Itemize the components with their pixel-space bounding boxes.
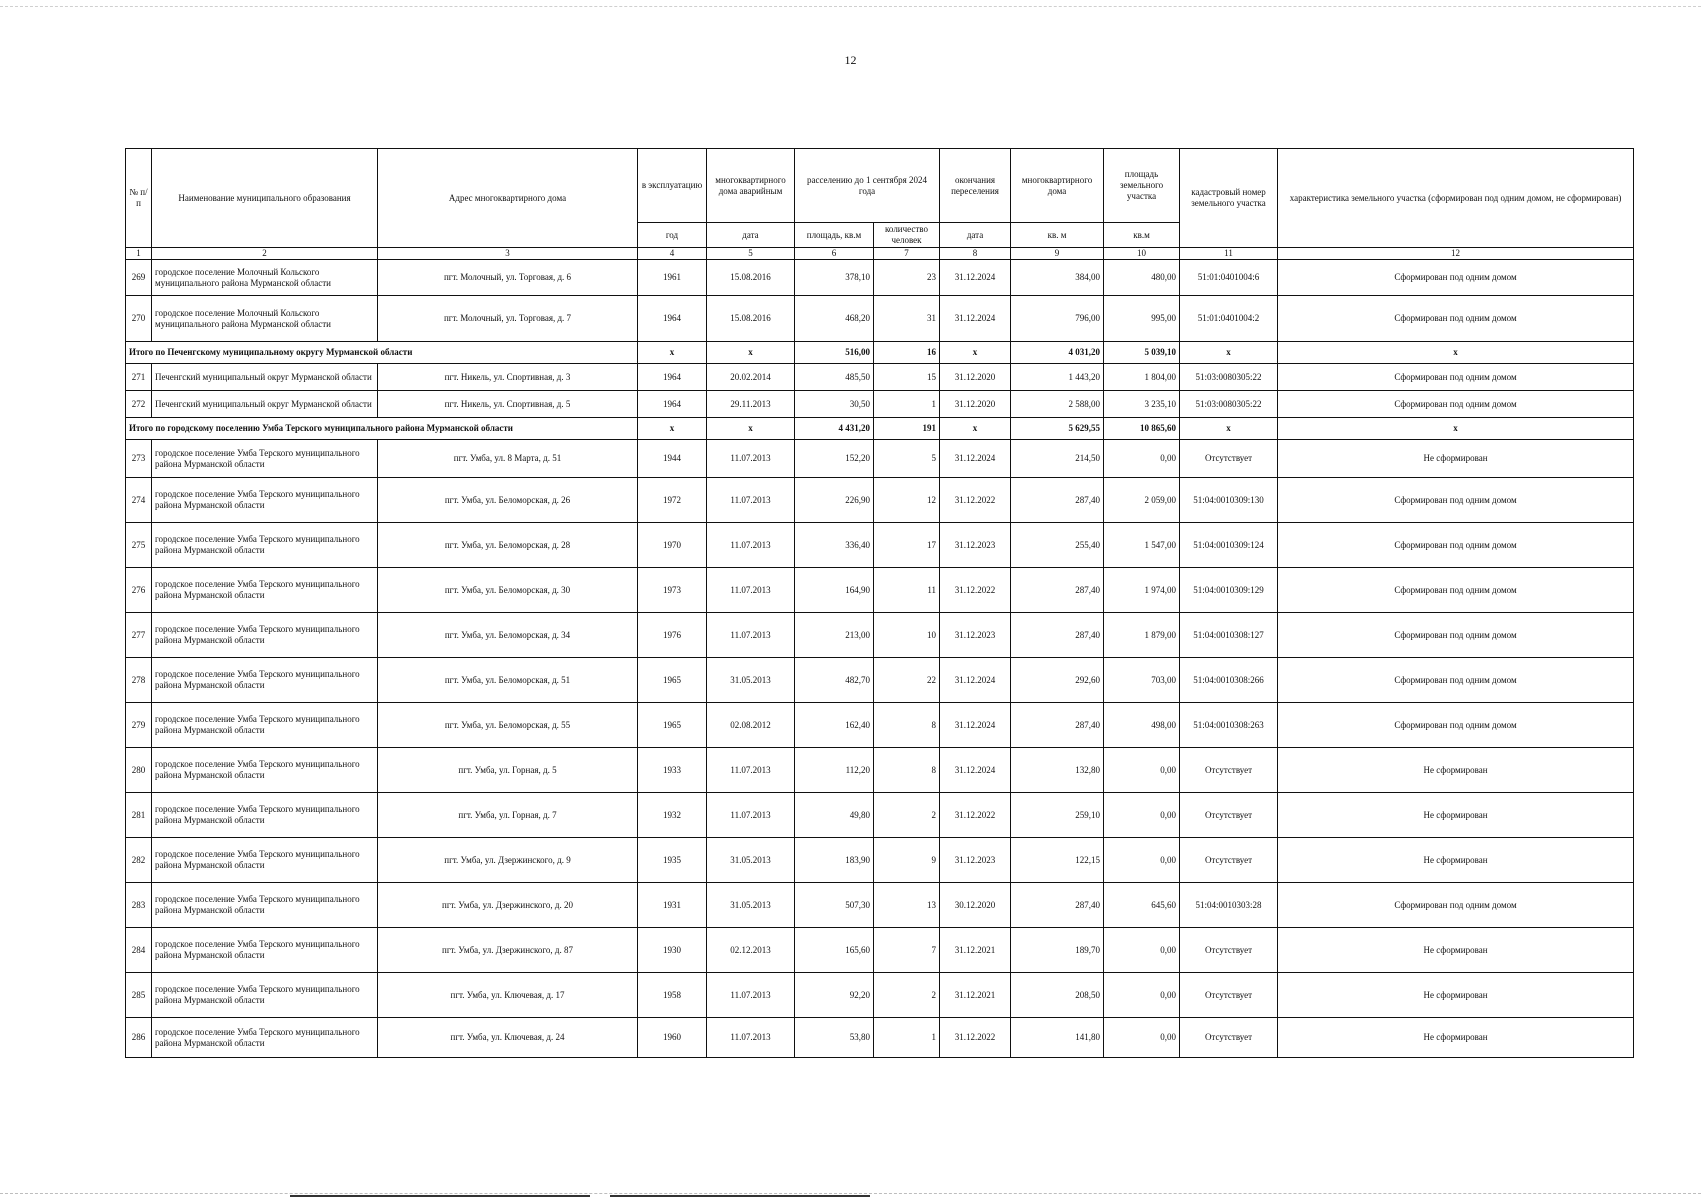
area-cell: 30,50: [795, 391, 874, 418]
table-row: [126, 568, 1634, 613]
land-characteristic-cell: Сформирован под одним домом: [1278, 364, 1634, 391]
land-area-cell: 498,00: [1104, 703, 1180, 748]
row-number: 285: [126, 973, 152, 1018]
header-unit-area: площадь, кв.м: [795, 223, 874, 248]
table-row: [126, 703, 1634, 748]
area-cell: 485,50: [795, 364, 874, 391]
municipality-cell: городское поселение Умба Терского муниципального района Мурманской области: [152, 703, 378, 748]
column-number: 2: [152, 248, 378, 260]
year-cell: 1932: [638, 793, 707, 838]
table-row: [126, 523, 1634, 568]
year-cell: 1972: [638, 478, 707, 523]
row-number: 281: [126, 793, 152, 838]
land-characteristic-cell: Сформирован под одним домом: [1278, 296, 1634, 342]
year-cell: 1961: [638, 260, 707, 296]
emergency-date-cell: 11.07.2013: [707, 748, 795, 793]
area-cell: 49,80: [795, 793, 874, 838]
cadastral-number-cell: 51:03:0080305:22: [1180, 364, 1278, 391]
resettlement-end-cell: 31.12.2021: [940, 928, 1011, 973]
table-row: [126, 613, 1634, 658]
people-cell: 1: [874, 1018, 940, 1058]
year-cell: 1944: [638, 440, 707, 478]
table-row: [126, 973, 1634, 1018]
total-area-cell: 122,15: [1011, 838, 1104, 883]
column-number: 5: [707, 248, 795, 260]
header-col-3: Адрес многоквартирного дома: [378, 149, 638, 248]
land-area-cell: 703,00: [1104, 658, 1180, 703]
land-characteristic-cell: Сформирован под одним домом: [1278, 613, 1634, 658]
row-number: 273: [126, 440, 152, 478]
scan-artifact-bar: [290, 1195, 590, 1197]
municipality-cell: городское поселение Умба Терского муниципального района Мурманской области: [152, 928, 378, 973]
people-cell: 2: [874, 793, 940, 838]
page-number: 12: [844, 53, 857, 67]
cadastral-number-cell: 51:01:0401004:6: [1180, 260, 1278, 296]
year-cell: 1931: [638, 883, 707, 928]
land-characteristic-cell: Не сформирован: [1278, 838, 1634, 883]
row-number: 279: [126, 703, 152, 748]
land-area-cell: 645,60: [1104, 883, 1180, 928]
people-cell: 23: [874, 260, 940, 296]
header-col-12: характеристика земельного участка (сформирован под одним домом, не сформирован): [1278, 149, 1634, 248]
row-number: 274: [126, 478, 152, 523]
header-col-10: площадь земельного участка: [1104, 149, 1180, 223]
land-characteristic-cell: Не сформирован: [1278, 440, 1634, 478]
land-area-cell: 0,00: [1104, 748, 1180, 793]
address-cell: пгт. Молочный, ул. Торговая, д. 7: [378, 296, 638, 342]
municipality-cell: городское поселение Молочный Кольского муниципального района Мурманской области: [152, 260, 378, 296]
resettlement-end-cell: 31.12.2023: [940, 613, 1011, 658]
cadastral-number-cell: 51:04:0010308:266: [1180, 658, 1278, 703]
emergency-date-cell: 11.07.2013: [707, 1018, 795, 1058]
emergency-date-cell: 11.07.2013: [707, 613, 795, 658]
total-area-cell: 287,40: [1011, 478, 1104, 523]
cadastral-number-cell: 51:03:0080305:22: [1180, 391, 1278, 418]
municipality-cell: городское поселение Умба Терского муниципального района Мурманской области: [152, 568, 378, 613]
cadastral-number-cell: 51:04:0010309:130: [1180, 478, 1278, 523]
area-cell: 226,90: [795, 478, 874, 523]
table-row: [126, 883, 1634, 928]
resettlement-end-cell: 31.12.2021: [940, 973, 1011, 1018]
emergency-date-cell: 11.07.2013: [707, 793, 795, 838]
people-cell: 1: [874, 391, 940, 418]
total-cadastral-cell: x: [1180, 418, 1278, 440]
row-number: 277: [126, 613, 152, 658]
emergency-date-cell: 02.08.2012: [707, 703, 795, 748]
land-area-cell: 0,00: [1104, 440, 1180, 478]
column-number: 12: [1278, 248, 1634, 260]
total-area-cell: 2 588,00: [1011, 391, 1104, 418]
land-area-cell: 995,00: [1104, 296, 1180, 342]
address-cell: пгт. Умба, ул. Беломорская, д. 26: [378, 478, 638, 523]
municipality-cell: городское поселение Умба Терского муниципального района Мурманской области: [152, 793, 378, 838]
area-cell: 53,80: [795, 1018, 874, 1058]
land-characteristic-cell: Сформирован под одним домом: [1278, 391, 1634, 418]
resettlement-end-cell: 31.12.2024: [940, 440, 1011, 478]
total-cadastral-cell: x: [1180, 342, 1278, 364]
table-row: [126, 793, 1634, 838]
resettlement-end-cell: 31.12.2024: [940, 703, 1011, 748]
total-area-cell: 141,80: [1011, 1018, 1104, 1058]
land-characteristic-cell: Сформирован под одним домом: [1278, 703, 1634, 748]
land-area-cell: 0,00: [1104, 973, 1180, 1018]
header-col-4: в эксплуатацию: [638, 149, 707, 223]
total-area-cell: 208,50: [1011, 973, 1104, 1018]
address-cell: пгт. Умба, ул. Дзержинского, д. 20: [378, 883, 638, 928]
total-land-area-cell: 10 865,60: [1104, 418, 1180, 440]
header-unit-land-sqm: кв.м: [1104, 223, 1180, 248]
people-cell: 11: [874, 568, 940, 613]
table-row: [126, 928, 1634, 973]
land-area-cell: 0,00: [1104, 1018, 1180, 1058]
people-cell: 15: [874, 364, 940, 391]
address-cell: пгт. Умба, ул. Горная, д. 5: [378, 748, 638, 793]
year-cell: 1935: [638, 838, 707, 883]
year-cell: 1958: [638, 973, 707, 1018]
municipality-cell: городское поселение Умба Терского муниципального района Мурманской области: [152, 1018, 378, 1058]
address-cell: пгт. Молочный, ул. Торговая, д. 6: [378, 260, 638, 296]
table-row: [126, 478, 1634, 523]
land-characteristic-cell: Сформирован под одним домом: [1278, 478, 1634, 523]
year-cell: 1976: [638, 613, 707, 658]
row-number: 286: [126, 1018, 152, 1058]
area-cell: 482,70: [795, 658, 874, 703]
total-year-cell: x: [638, 342, 707, 364]
area-cell: 336,40: [795, 523, 874, 568]
header-col-6-7: расселению до 1 сентября 2024 года: [795, 149, 940, 223]
address-cell: пгт. Умба, ул. Ключевая, д. 24: [378, 1018, 638, 1058]
total-area-cell: 796,00: [1011, 296, 1104, 342]
column-number: 8: [940, 248, 1011, 260]
people-cell: 2: [874, 973, 940, 1018]
subtotal-row: [126, 418, 1634, 440]
land-area-cell: 480,00: [1104, 260, 1180, 296]
housing-table-container: [125, 148, 1622, 1058]
header-col-9: многоквартирного дома: [1011, 149, 1104, 223]
row-number: 271: [126, 364, 152, 391]
emergency-date-cell: 31.05.2013: [707, 838, 795, 883]
year-cell: 1965: [638, 703, 707, 748]
address-cell: пгт. Никель, ул. Спортивная, д. 5: [378, 391, 638, 418]
header-col-8: окончания переселения: [940, 149, 1011, 223]
resettlement-end-cell: 31.12.2022: [940, 793, 1011, 838]
resettlement-end-cell: 31.12.2023: [940, 523, 1011, 568]
municipality-cell: городское поселение Умба Терского муниципального района Мурманской области: [152, 440, 378, 478]
row-number: 276: [126, 568, 152, 613]
year-cell: 1930: [638, 928, 707, 973]
area-cell: 165,60: [795, 928, 874, 973]
address-cell: пгт. Умба, ул. Беломорская, д. 28: [378, 523, 638, 568]
scan-edge-bottom: [0, 1193, 1701, 1194]
column-number-row: [126, 248, 1634, 260]
land-area-cell: 0,00: [1104, 793, 1180, 838]
municipality-cell: городское поселение Умба Терского муниципального района Мурманской области: [152, 838, 378, 883]
resettlement-end-cell: 31.12.2022: [940, 478, 1011, 523]
municipality-cell: городское поселение Молочный Кольского муниципального района Мурманской области: [152, 296, 378, 342]
total-area-cell: 214,50: [1011, 440, 1104, 478]
row-number: 284: [126, 928, 152, 973]
municipality-cell: городское поселение Умба Терского муниципального района Мурманской области: [152, 523, 378, 568]
year-cell: 1933: [638, 748, 707, 793]
land-area-cell: 0,00: [1104, 928, 1180, 973]
emergency-date-cell: 31.05.2013: [707, 883, 795, 928]
row-number: 270: [126, 296, 152, 342]
land-characteristic-cell: Сформирован под одним домом: [1278, 260, 1634, 296]
total-house-area-cell: 4 031,20: [1011, 342, 1104, 364]
column-number: 10: [1104, 248, 1180, 260]
emergency-date-cell: 15.08.2016: [707, 260, 795, 296]
total-area-sum-cell: 516,00: [795, 342, 874, 364]
municipality-cell: городское поселение Умба Терского муниципального района Мурманской области: [152, 883, 378, 928]
total-house-area-cell: 5 629,55: [1011, 418, 1104, 440]
land-area-cell: 1 547,00: [1104, 523, 1180, 568]
resettlement-end-cell: 31.12.2024: [940, 296, 1011, 342]
cadastral-number-cell: 51:04:0010308:263: [1180, 703, 1278, 748]
header-unit-sqm: кв. м: [1011, 223, 1104, 248]
total-end-cell: x: [940, 418, 1011, 440]
land-characteristic-cell: Не сформирован: [1278, 973, 1634, 1018]
header-col-11: кадастровый номер земельного участка: [1180, 149, 1278, 248]
column-number: 6: [795, 248, 874, 260]
people-cell: 8: [874, 703, 940, 748]
land-area-cell: 1 974,00: [1104, 568, 1180, 613]
cadastral-number-cell: Отсутствует: [1180, 928, 1278, 973]
land-area-cell: 1 804,00: [1104, 364, 1180, 391]
people-cell: 22: [874, 658, 940, 703]
total-date-cell: x: [707, 418, 795, 440]
year-cell: 1960: [638, 1018, 707, 1058]
people-cell: 8: [874, 748, 940, 793]
subtotal-row: [126, 342, 1634, 364]
people-cell: 5: [874, 440, 940, 478]
total-area-cell: 132,80: [1011, 748, 1104, 793]
subtotal-label: Итого по городскому поселению Умба Терского муниципального района Мурманской области: [126, 418, 638, 440]
header-col-1: № п/п: [126, 149, 152, 248]
resettlement-end-cell: 31.12.2020: [940, 391, 1011, 418]
table-row: [126, 440, 1634, 478]
cadastral-number-cell: Отсутствует: [1180, 973, 1278, 1018]
land-area-cell: 1 879,00: [1104, 613, 1180, 658]
total-land-area-cell: 5 039,10: [1104, 342, 1180, 364]
municipality-cell: Печенгский муниципальный округ Мурманской области: [152, 391, 378, 418]
address-cell: пгт. Никель, ул. Спортивная, д. 3: [378, 364, 638, 391]
municipality-cell: городское поселение Умба Терского муниципального района Мурманской области: [152, 748, 378, 793]
land-area-cell: 2 059,00: [1104, 478, 1180, 523]
total-characteristic-cell: x: [1278, 342, 1634, 364]
land-characteristic-cell: Не сформирован: [1278, 748, 1634, 793]
address-cell: пгт. Умба, ул. 8 Марта, д. 51: [378, 440, 638, 478]
table-row: [126, 748, 1634, 793]
row-number: 282: [126, 838, 152, 883]
header-unit-people: количество человек: [874, 223, 940, 248]
resettlement-end-cell: 31.12.2024: [940, 260, 1011, 296]
table-row: [126, 260, 1634, 296]
municipality-cell: Печенгский муниципальный округ Мурманской области: [152, 364, 378, 391]
area-cell: 112,20: [795, 748, 874, 793]
resettlement-end-cell: 30.12.2020: [940, 883, 1011, 928]
address-cell: пгт. Умба, ул. Горная, д. 7: [378, 793, 638, 838]
area-cell: 152,20: [795, 440, 874, 478]
cadastral-number-cell: 51:04:0010309:124: [1180, 523, 1278, 568]
total-area-cell: 1 443,20: [1011, 364, 1104, 391]
table-row: [126, 296, 1634, 342]
land-area-cell: 0,00: [1104, 838, 1180, 883]
emergency-date-cell: 15.08.2016: [707, 296, 795, 342]
address-cell: пгт. Умба, ул. Дзержинского, д. 9: [378, 838, 638, 883]
area-cell: 92,20: [795, 973, 874, 1018]
emergency-date-cell: 11.07.2013: [707, 478, 795, 523]
address-cell: пгт. Умба, ул. Беломорская, д. 51: [378, 658, 638, 703]
people-cell: 12: [874, 478, 940, 523]
total-date-cell: x: [707, 342, 795, 364]
area-cell: 213,00: [795, 613, 874, 658]
total-area-cell: 259,10: [1011, 793, 1104, 838]
resettlement-end-cell: 31.12.2022: [940, 568, 1011, 613]
area-cell: 378,10: [795, 260, 874, 296]
row-number: 269: [126, 260, 152, 296]
column-number: 3: [378, 248, 638, 260]
municipality-cell: городское поселение Умба Терского муниципального района Мурманской области: [152, 613, 378, 658]
emergency-date-cell: 11.07.2013: [707, 523, 795, 568]
emergency-date-cell: 31.05.2013: [707, 658, 795, 703]
municipality-cell: городское поселение Умба Терского муниципального района Мурманской области: [152, 973, 378, 1018]
cadastral-number-cell: 51:01:0401004:2: [1180, 296, 1278, 342]
table-row: [126, 658, 1634, 703]
total-area-sum-cell: 4 431,20: [795, 418, 874, 440]
emergency-date-cell: 11.07.2013: [707, 973, 795, 1018]
address-cell: пгт. Умба, ул. Беломорская, д. 34: [378, 613, 638, 658]
cadastral-number-cell: 51:04:0010308:127: [1180, 613, 1278, 658]
address-cell: пгт. Умба, ул. Беломорская, д. 30: [378, 568, 638, 613]
resettlement-end-cell: 31.12.2024: [940, 658, 1011, 703]
people-cell: 13: [874, 883, 940, 928]
resettlement-end-cell: 31.12.2022: [940, 1018, 1011, 1058]
total-area-cell: 255,40: [1011, 523, 1104, 568]
cadastral-number-cell: Отсутствует: [1180, 793, 1278, 838]
municipality-cell: городское поселение Умба Терского муниципального района Мурманской области: [152, 478, 378, 523]
people-cell: 31: [874, 296, 940, 342]
year-cell: 1964: [638, 391, 707, 418]
column-number: 9: [1011, 248, 1104, 260]
table-header: [126, 149, 1634, 260]
land-characteristic-cell: Сформирован под одним домом: [1278, 523, 1634, 568]
table-row: [126, 364, 1634, 391]
header-col-2: Наименование муниципального образования: [152, 149, 378, 248]
total-area-cell: 189,70: [1011, 928, 1104, 973]
people-cell: 17: [874, 523, 940, 568]
table-row: [126, 391, 1634, 418]
subtotal-label: Итого по Печенгскому муниципальному округу Мурманской области: [126, 342, 638, 364]
header-unit-date: дата: [707, 223, 795, 248]
cadastral-number-cell: Отсутствует: [1180, 838, 1278, 883]
area-cell: 468,20: [795, 296, 874, 342]
area-cell: 507,30: [795, 883, 874, 928]
emergency-date-cell: 11.07.2013: [707, 568, 795, 613]
table-body: [126, 260, 1634, 1058]
housing-table: [125, 148, 1634, 1058]
land-area-cell: 3 235,10: [1104, 391, 1180, 418]
address-cell: пгт. Умба, ул. Беломорская, д. 55: [378, 703, 638, 748]
area-cell: 162,40: [795, 703, 874, 748]
header-col-5: многоквартирного дома аварийным: [707, 149, 795, 223]
row-number: 272: [126, 391, 152, 418]
row-number: 275: [126, 523, 152, 568]
total-people-cell: 191: [874, 418, 940, 440]
cadastral-number-cell: 51:04:0010309:129: [1180, 568, 1278, 613]
total-area-cell: 287,40: [1011, 613, 1104, 658]
total-area-cell: 287,40: [1011, 568, 1104, 613]
year-cell: 1965: [638, 658, 707, 703]
row-number: 280: [126, 748, 152, 793]
cadastral-number-cell: Отсутствует: [1180, 440, 1278, 478]
row-number: 278: [126, 658, 152, 703]
land-characteristic-cell: Не сформирован: [1278, 793, 1634, 838]
header-unit-year: год: [638, 223, 707, 248]
cadastral-number-cell: Отсутствует: [1180, 748, 1278, 793]
column-number: 4: [638, 248, 707, 260]
address-cell: пгт. Умба, ул. Ключевая, д. 17: [378, 973, 638, 1018]
column-number: 11: [1180, 248, 1278, 260]
resettlement-end-cell: 31.12.2024: [940, 748, 1011, 793]
cadastral-number-cell: Отсутствует: [1180, 1018, 1278, 1058]
emergency-date-cell: 11.07.2013: [707, 440, 795, 478]
year-cell: 1964: [638, 296, 707, 342]
year-cell: 1973: [638, 568, 707, 613]
total-area-cell: 384,00: [1011, 260, 1104, 296]
table-row: [126, 1018, 1634, 1058]
column-number: 1: [126, 248, 152, 260]
total-people-cell: 16: [874, 342, 940, 364]
total-area-cell: 287,40: [1011, 703, 1104, 748]
total-end-cell: x: [940, 342, 1011, 364]
year-cell: 1970: [638, 523, 707, 568]
emergency-date-cell: 02.12.2013: [707, 928, 795, 973]
scan-edge-top: [0, 6, 1701, 7]
total-year-cell: x: [638, 418, 707, 440]
total-area-cell: 292,60: [1011, 658, 1104, 703]
land-characteristic-cell: Сформирован под одним домом: [1278, 568, 1634, 613]
people-cell: 7: [874, 928, 940, 973]
total-area-cell: 287,40: [1011, 883, 1104, 928]
year-cell: 1964: [638, 364, 707, 391]
total-characteristic-cell: x: [1278, 418, 1634, 440]
municipality-cell: городское поселение Умба Терского муниципального района Мурманской области: [152, 658, 378, 703]
area-cell: 164,90: [795, 568, 874, 613]
area-cell: 183,90: [795, 838, 874, 883]
column-number: 7: [874, 248, 940, 260]
land-characteristic-cell: Сформирован под одним домом: [1278, 883, 1634, 928]
land-characteristic-cell: Не сформирован: [1278, 928, 1634, 973]
row-number: 283: [126, 883, 152, 928]
address-cell: пгт. Умба, ул. Дзержинского, д. 87: [378, 928, 638, 973]
emergency-date-cell: 20.02.2014: [707, 364, 795, 391]
land-characteristic-cell: Не сформирован: [1278, 1018, 1634, 1058]
resettlement-end-cell: 31.12.2023: [940, 838, 1011, 883]
people-cell: 9: [874, 838, 940, 883]
resettlement-end-cell: 31.12.2020: [940, 364, 1011, 391]
header-unit-end-date: дата: [940, 223, 1011, 248]
people-cell: 10: [874, 613, 940, 658]
land-characteristic-cell: Сформирован под одним домом: [1278, 658, 1634, 703]
table-row: [126, 838, 1634, 883]
emergency-date-cell: 29.11.2013: [707, 391, 795, 418]
cadastral-number-cell: 51:04:0010303:28: [1180, 883, 1278, 928]
scan-artifact-bar: [610, 1195, 870, 1197]
